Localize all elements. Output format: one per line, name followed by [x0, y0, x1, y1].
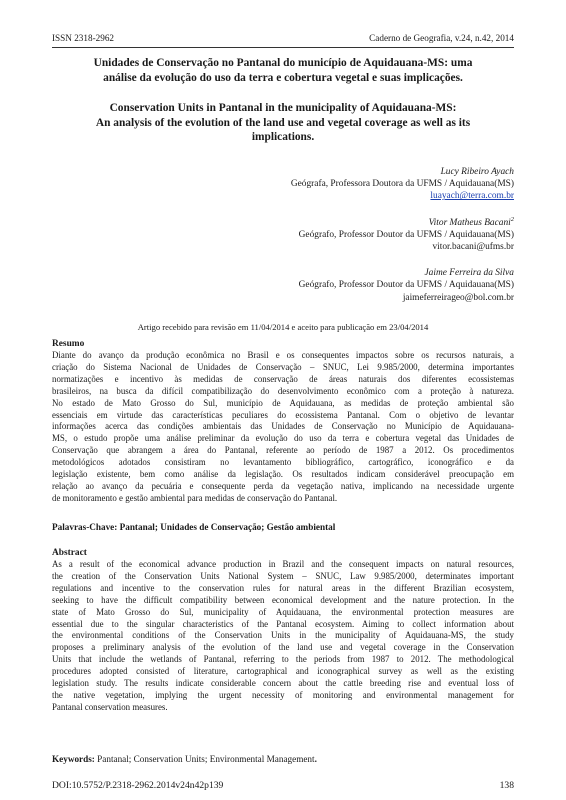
- running-header: [52, 33, 514, 46]
- resumo-line: MS, o estudo propõe uma análise preliminar da evolução do uso da terra e cobertura vegetal das Unidades de: [52, 433, 514, 444]
- abstract-line: state of Mato Grosso do Sul, municipality of Aquidauana, the environmental protection measures are: [52, 606, 514, 617]
- received-note: Artigo recebido para revisão em 11/04/2014 e aceito para publicação em 23/04/2014: [137, 322, 429, 332]
- author-name: Jaime Ferreira da Silva: [424, 268, 514, 279]
- journal-citation: Caderno de Geografia, v.24, n.42, 2014: [369, 33, 514, 43]
- resumo-line: Diante do avanço da produção econômica no Brasil e os consequentes impactos sobre os recursos naturais, a: [52, 350, 514, 360]
- title-en-line: An analysis of the evolution of the land use and vegetal coverage as well as its: [95, 116, 471, 129]
- abstract-body: [52, 559, 514, 714]
- author-name: Lucy Ribeiro Ayach: [440, 167, 514, 177]
- doi: DOI:10.5752/P.2318-2962.2014v24n42p139: [52, 780, 224, 791]
- abstract-line: the creation of the Conservation Units National System – SNUC, Law 9.985/2000, determinates important: [52, 570, 514, 581]
- abstract-line: Pantanal conservation measures.: [52, 701, 168, 712]
- abstract-heading: Abstract: [52, 548, 87, 558]
- author-email-link[interactable]: luayach@terra.com.br: [430, 191, 514, 202]
- author-name-text: Vitor Matheus Bacani: [428, 217, 511, 228]
- header-divider: [52, 47, 514, 48]
- title-portuguese: [52, 56, 514, 85]
- resumo-line: metodológicos adotados consistiram no levantamento bibliográfico, cartográfico, iconográfico e da: [52, 457, 514, 468]
- resumo-line: de monitoramento e gestão ambiental para medidas de conservação do Pantanal.: [52, 492, 338, 503]
- title-pt-line: análise da evolução do uso da terra e cobertura vegetal e suas implicações.: [103, 71, 463, 84]
- abstract-line: Units that include the wetlands of Pantanal, referring to the periods from 1987 to 2012. The methodological: [52, 654, 514, 665]
- resumo-line: criação do Sistema Nacional de Unidades de Conservação – SNUC, Lei 9.985/2000, determina importantes: [52, 361, 514, 372]
- author-block: [214, 166, 514, 203]
- author-affiliation: Geógrafo, Professor Doutor da UFMS / Aquidauana(MS): [298, 229, 514, 240]
- resumo-line: normatizações e incentivo às medidas de conservação de áreas naturais dos diferentes ecossistemas: [52, 373, 514, 384]
- resumo-line: brasileiros, na busca da difícil compatibilização do desenvolvimento econômico com a proteção à natureza.: [52, 385, 514, 396]
- author-block: [214, 267, 514, 304]
- title-en-line: Conservation Units in Pantanal in the municipality of Aquidauana-MS:: [109, 102, 457, 114]
- abstract-line: procedures adopted consisted of literature, cartographical and iconographical survey as well as the existing: [52, 666, 514, 677]
- keywords-label: Keywords:: [52, 754, 95, 764]
- author-block: [214, 217, 514, 254]
- abstract-line: essential due to the singular characteristics of the Pantanal ecosystem. Aiming to collect information about: [52, 618, 514, 629]
- resumo-line: legislação existente, bem como análise da legislação. Os resultados indicam considerável preocupação em: [52, 469, 514, 480]
- author-list: [214, 166, 514, 318]
- author-email: jaimeferreirageo@bol.com.br: [402, 292, 514, 303]
- page-number: 138: [499, 780, 514, 791]
- title-pt-line: Unidades de Conservação no Pantanal do município de Aquidauana-MS: uma: [93, 57, 473, 69]
- abstract-line: the native vegetation, implying the urgent necessity of monitoring and environmental management for: [52, 689, 514, 700]
- abstract-line: the environmental conditions of the Conservation Units in the municipality of Aquidauana-MS, the study: [52, 630, 514, 641]
- author-footnote-marker: 2: [510, 215, 514, 223]
- resumo-line: informações acerca das condições ambientais das Unidades de Conservação no Município de Aquidauana-: [52, 421, 514, 432]
- abstract-line: seeking to have the difficult compatibility between economical development and the nature protection. In the: [52, 594, 514, 605]
- resumo-heading: Resumo: [52, 339, 85, 349]
- author-affiliation: Geógrafo, Professor Doutor da UFMS / Aquidauana(MS): [298, 280, 514, 291]
- keywords-text: Pantanal; Conservation Units; Environmental Management: [94, 754, 315, 764]
- abstract-line: regulations and incentive to the conservation rules for natural areas in the different Brazilian ecosystem,: [52, 582, 514, 593]
- resumo-line: essenciais em virtude das características peculiares do ecossistema Pantanal. Com o objetivo de levantar: [52, 409, 514, 420]
- author-email: vitor.bacani@ufms.br: [432, 242, 514, 253]
- keywords-portuguese: Palavras-Chave: Pantanal; Unidades de Conservação; Gestão ambiental: [52, 522, 336, 532]
- title-english: [52, 101, 514, 145]
- keywords-english: [52, 754, 317, 764]
- resumo-body: [52, 350, 514, 505]
- author-name: [214, 217, 514, 229]
- issn: ISSN 2318-2962: [52, 33, 115, 43]
- resumo-line: relação ao avanço da pecuária e consequente perda da vegetação nativa, implicando na necessidade urgente: [52, 480, 514, 491]
- abstract-line: As a result of the economical advance production in Brazil and the consequent impacts on natural resources,: [52, 559, 514, 569]
- abstract-line: proposes a preliminary analysis of the evolution of the land use and vegetal coverage in the Conservation: [52, 642, 514, 653]
- resumo-line: Conservação que abrangem a área do Pantanal, referente ao período de 1987 a 2012. Os procedimentos: [52, 445, 514, 456]
- author-affiliation: Geógrafa, Professora Doutora da UFMS / Aquidauana(MS): [290, 179, 514, 190]
- keywords-end: .: [314, 754, 317, 764]
- abstract-line: legislation study. The results indicate considerable concern about the cattle breeding rise and eventual loss of: [52, 678, 514, 689]
- resumo-line: No estado de Mato Grosso do Sul, município de Aquidauana, as medidas de proteção ambiental são: [52, 397, 514, 408]
- title-en-line: implications.: [251, 131, 315, 143]
- page-footer: [52, 780, 514, 791]
